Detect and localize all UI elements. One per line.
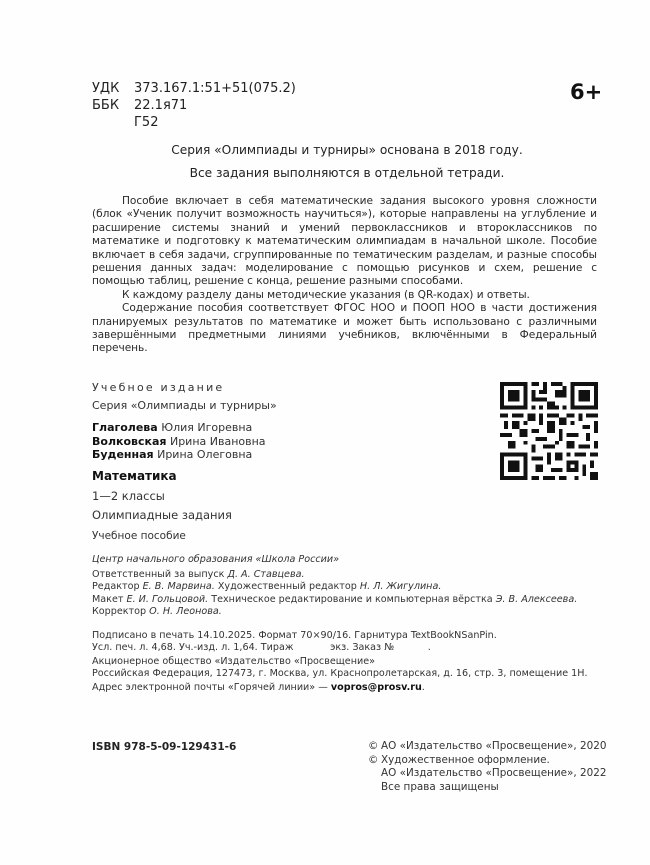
author: Буденная Ирина Олеговна: [92, 448, 253, 461]
notebook-note: Все задания выполняются в отдельной тетради.: [189, 166, 505, 180]
edu-center: Центр начального образования «Школа России»: [92, 554, 340, 565]
annotation-paragraph: К каждому разделу даны методические указания (в QR-кодах) и ответы.: [122, 288, 530, 301]
edition-type: Учебное издание: [92, 381, 225, 394]
book-title: Математика: [92, 469, 177, 483]
hotline-email[interactable]: vopros@prosv.ru: [330, 682, 422, 693]
annotation: [92, 195, 597, 356]
copyright-icon: ©: [368, 740, 379, 752]
series-name: Серия «Олимпиады и турниры»: [92, 399, 277, 412]
udk-label: УДК: [92, 81, 120, 96]
authors-list: [92, 421, 266, 462]
publisher-info: [92, 656, 588, 680]
qr-code-icon[interactable]: [500, 382, 598, 480]
author: Волковская Ирина Ивановна: [92, 434, 266, 448]
isbn: ISBN 978-5-09-129431-6: [92, 741, 237, 753]
author-mark: Г52: [134, 115, 159, 130]
classification-block: [92, 80, 296, 131]
copyright-block: © АО «Издательство «Просвещение», 2020 © Художественное оформление. АО «Издательство «Просвещение», 2022 Все права защищены: [368, 740, 607, 793]
annotation-paragraph: Пособие включает в себя математические задания высокого уровня сложности (блок «Ученик получит возможность научиться»), которые направлены на углубление и расширение системы знаний и умений первоклассников и второклассников по математике и подготовку к математическим олимпиадам в начальной школе. Пособие включает в себя задачи, сгруппированные по тематическим разделам, и разные способы решения данных задач: моделирование с помощью рисунков и схем, решение с помощью таблиц, решение с конца, решение разными способами.: [92, 195, 597, 288]
print-info: Подписано в печать 14.10.2025. Формат 70×90/16. Гарнитура TextBookNSanPin. Усл. печ. л. 4,68. Уч.-изд. л. 1,64. Тираж экз. Заказ № .: [92, 630, 497, 653]
series-note: Серия «Олимпиады и турниры» основана в 2018 году.: [171, 143, 523, 157]
annotation-paragraph: Содержание пособия соответствует ФГОС НОО и ПООП НОО в части достижения планируемых результатов по математике и может быть использовано с различными завершёнными предметными линиями учебников, включёнными в Федеральный перечень.: [92, 302, 597, 355]
author: Глаголева Юлия Игоревна: [92, 421, 253, 434]
age-rating: 6+: [570, 80, 603, 104]
grades: 1—2 классы: [92, 489, 165, 503]
copyright-icon: ©: [368, 753, 379, 766]
subtitle: Олимпиадные задания: [92, 508, 232, 522]
udk-value: 373.167.1:51+51(075.2): [134, 81, 296, 96]
credits: Центр начального образования «Школа России» Ответственный за выпуск Д. А. Ставцева. Редактор Е. В. Марвина. Художественный редактор Н. Л. Жигулина. Макет Е. И. Гольцовой. Техническое редактирование и компьютерная вёрстка Э. В. Алексеева. Корректор О. Н. Леонова.: [92, 554, 578, 617]
bbk-value: 22.1я71: [134, 98, 188, 113]
publisher-address: Российская Федерация, 127473, г. Москва, ул. Краснопролетарская, д. 16, стр. 3, помещение 1Н.: [92, 668, 588, 679]
hotline: Адрес электронной почты «Горячей линии» — vopros@prosv.ru.: [92, 682, 425, 693]
publisher-name: Акционерное общество «Издательство «Просвещение»: [92, 656, 375, 667]
bbk-label: ББК: [92, 98, 120, 113]
book-kind: Учебное пособие: [92, 530, 186, 542]
